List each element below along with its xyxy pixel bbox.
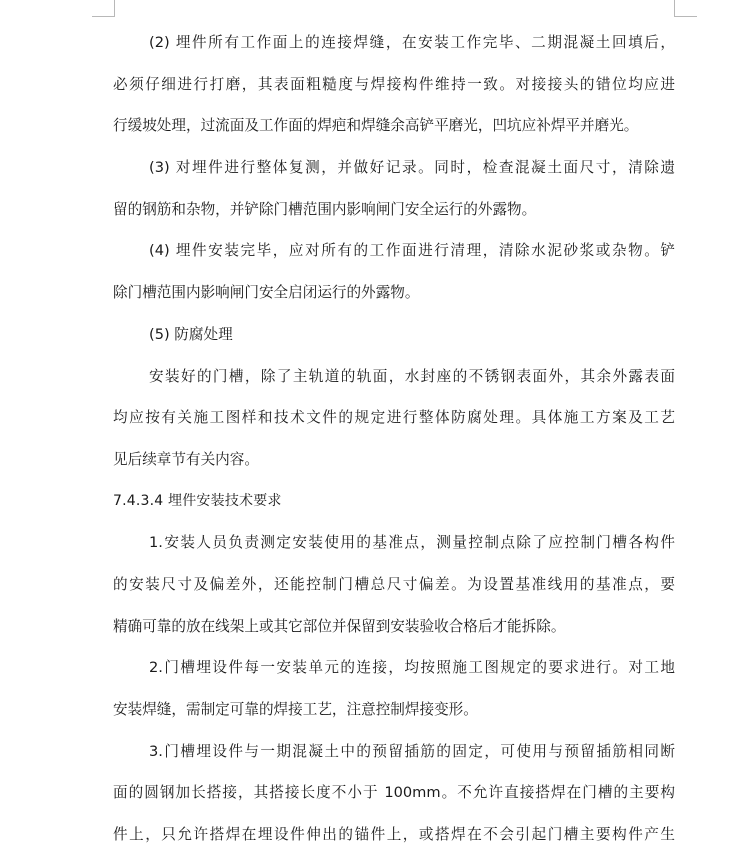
text-line: 行缓坡处理，过流面及工作面的焊疤和焊缝余高铲平磨光，凹坑应补焊平并磨光。 <box>113 117 639 135</box>
section-heading: 7.4.3.4 埋件安装技术要求 <box>113 492 282 509</box>
text-line: 精确可靠的放在线架上或其它部位并保留到安装验收合格后才能拆除。 <box>113 617 566 635</box>
text-line: 安装好的门槽，除了主轨道的轨面，水封座的不锈钢表面外，其余外露表面 <box>149 367 675 385</box>
text-line: (3) 对埋件进行整体复测，并做好记录。同时，检查混凝土面尺寸，清除遗 <box>149 159 675 177</box>
text-line: 面的圆钢加长搭接，其搭接长度不小于 100mm。不允许直接搭焊在门槽的主要构 <box>113 784 675 802</box>
text-line: 除门槽范围内影响闸门安全启闭运行的外露物。 <box>113 284 420 302</box>
text-line: 留的钢筋和杂物，并铲除门槽范围内影响闸门安全运行的外露物。 <box>113 200 537 218</box>
text-line: 1.安装人员负责测定安装使用的基准点，测量控制点除了应控制门槽各构件 <box>149 534 675 552</box>
text-line: 的安装尺寸及偏差外，还能控制门槽总尺寸偏差。为设置基准线用的基准点，要 <box>113 575 675 593</box>
page-corner-mark-left <box>92 0 115 17</box>
text-line: (4) 埋件安装完毕，应对所有的工作面进行清理，清除水泥砂浆或杂物。铲 <box>149 242 675 260</box>
document-body <box>113 22 675 856</box>
subheading: (5) 防腐处理 <box>149 325 233 343</box>
text-line: 见后续章节有关内容。 <box>113 450 259 468</box>
page-corner-mark-right <box>674 0 697 17</box>
text-line: 必须仔细进行打磨，其表面粗糙度与焊接构件维持一致。对接接头的错位均应进 <box>113 75 675 93</box>
text-line: 安装焊缝，需制定可靠的焊接工艺，注意控制焊接变形。 <box>113 701 478 718</box>
text-line: 件上，只允许搭焊在埋设件伸出的锚件上，或搭焊在不会引起门槽主要构件产生 <box>113 826 675 844</box>
text-line: 2.门槽埋设件每一安装单元的连接，均按照施工图规定的要求进行。对工地 <box>149 659 675 677</box>
text-line: 3.门槽埋设件与一期混凝土中的预留插筋的固定，可使用与预留插筋相同断 <box>149 742 675 760</box>
text-line: 均应按有关施工图样和技术文件的规定进行整体防腐处理。具体施工方案及工艺 <box>113 409 675 427</box>
text-line: (2) 埋件所有工作面上的连接焊缝，在安装工作完毕、二期混凝土回填后， <box>149 34 675 51</box>
